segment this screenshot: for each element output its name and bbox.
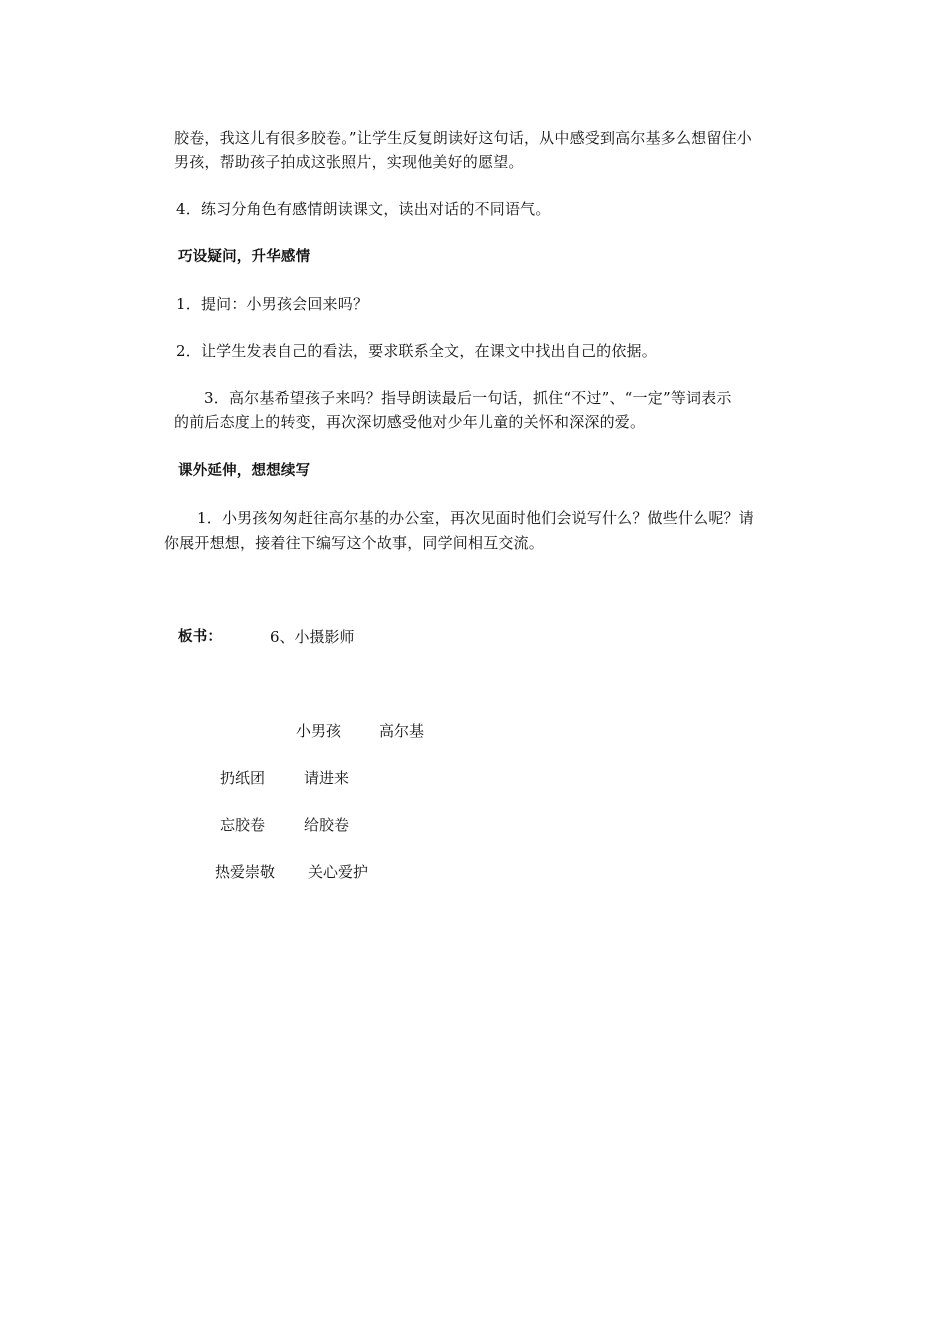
blackboard-column-gorky: 高尔基 (379, 722, 425, 740)
blackboard-row-right: 关心爱护 (308, 863, 369, 881)
list-item-3-line: 3．高尔基希望孩子来吗？指导朗读最后一句话，抓住“不过”、“一定”等词表示 (204, 389, 732, 407)
section-heading-extension: 课外延伸，想想续写 (178, 463, 311, 479)
blackboard-row-left: 扔纸团 (220, 769, 266, 787)
list-item-3-line: 的前后态度上的转变，再次深切感受他对少年儿童的关怀和深深的爱。 (174, 413, 646, 431)
list-item-4: 4．练习分角色有感情朗读课文，读出对话的不同语气。 (176, 200, 551, 218)
extension-item-line: 1．小男孩匆匆赶往高尔基的办公室，再次见面时他们会说写什么？做些什么呢？请 (197, 509, 754, 527)
extension-item-line: 你展开想想，接着往下编写这个故事，同学间相互交流。 (164, 534, 545, 552)
paragraph-line: 胶卷，我这儿有很多胶卷。”让学生反复朗读好这句话，从中感受到高尔基多么想留住小 (174, 129, 752, 147)
blackboard-title: 6、小摄影师 (270, 628, 355, 646)
paragraph-line: 男孩，帮助孩子拍成这张照片，实现他美好的愿望。 (174, 153, 524, 171)
blackboard-row-right: 给胶卷 (304, 816, 350, 834)
blackboard-row-right: 请进来 (304, 769, 350, 787)
blackboard-row-left: 忘胶卷 (220, 816, 266, 834)
blackboard-label: 板书： (178, 629, 223, 645)
list-item-2: 2．让学生发表自己的看法，要求联系全文，在课文中找出自己的依据。 (176, 342, 657, 360)
blackboard-column-boy: 小男孩 (296, 722, 342, 740)
blackboard-row-left: 热爱崇敬 (215, 863, 276, 881)
section-heading-questions: 巧设疑问，升华感情 (178, 249, 311, 265)
list-item-1: 1．提问：小男孩会回来吗？ (176, 295, 369, 313)
